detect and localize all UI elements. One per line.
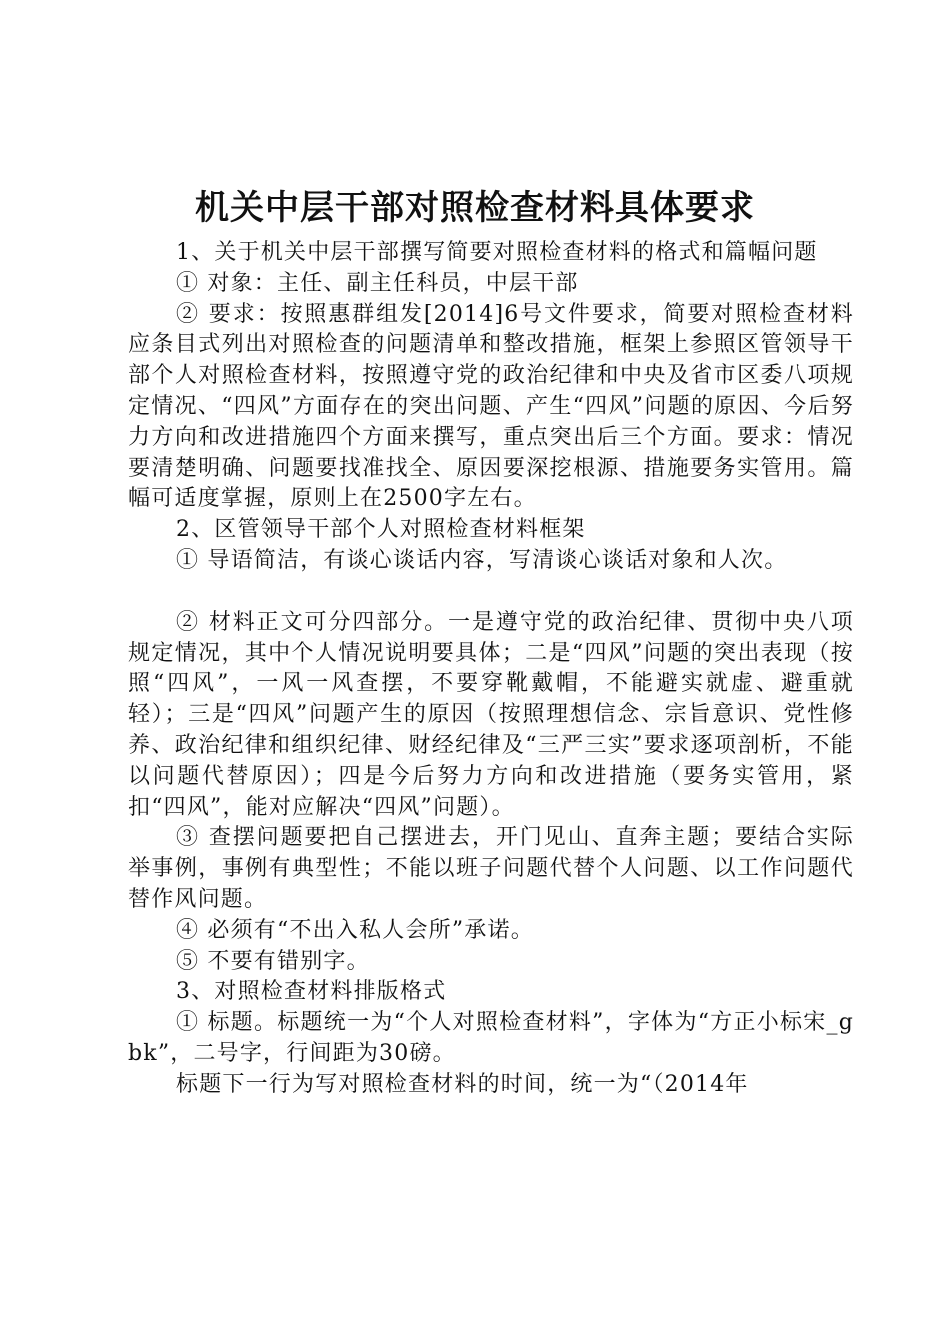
- paragraph-issue-review: ③ 查摆问题要把自己摆进去，开门见山、直奔主题；要结合实际举事例，事例有典型性；不能以班子问题代替个人问题、以工作问题代替作风问题。: [128, 825, 854, 912]
- paragraph-target-audience: ① 对象：主任、副主任科员，中层干部: [176, 270, 579, 296]
- document-title: 机关中层干部对照检查材料具体要求: [195, 188, 755, 228]
- paragraph-introduction: ① 导语简洁，有谈心谈话内容，写清谈心谈话对象和人次。: [176, 547, 788, 573]
- document-body: [128, 238, 854, 1101]
- paragraph-requirements: ② 要求：按照惠群组发[2014]6号文件要求，简要对照检查材料应条目式列出对照检查的问题清单和整改措施，框架上参照区管领导干部个人对照检查材料，按照遵守党的政治纪律和中央及省市区委八项规定情况、“四风”方面存在的突出问题、产生“四风”问题的原因、今后努力方向和改进措施四个方面来撰写，重点突出后三个方面。要求：情况要清楚明确、问题要找准找全、原因要深挖根源、措施要务实管用。篇幅可适度掌握，原则上在2500字左右。: [128, 301, 854, 512]
- paragraph-spacer: [128, 577, 854, 608]
- paragraph-commitment: ④ 必须有“不出入私人会所”承诺。: [176, 917, 534, 943]
- section-heading-1: 1、关于机关中层干部撰写简要对照检查材料的格式和篇幅问题: [176, 240, 818, 265]
- paragraph-no-typos: ⑤ 不要有错别字。: [176, 948, 370, 974]
- section-heading-3: 3、对照检查材料排版格式: [176, 979, 447, 1005]
- paragraph-title-format: ① 标题。标题统一为“个人对照检查材料”，字体为“方正小标宋_gbk”，二号字，行间距为30磅。: [128, 1010, 854, 1066]
- paragraph-main-text: ② 材料正文可分四部分。一是遵守党的政治纪律、贯彻中央八项规定情况，其中个人情况说明要具体；二是“四风”问题的突出表现（按照“四风”，一风一风查摆，不要穿靴戴帽，不能避实就虚、避重就轻）；三是“四风”问题产生的原因（按照理想信念、宗旨意识、党性修养、政治纪律和组织纪律、财经纪律及“三严三实”要求逐项剖析，不能以问题代替原因）；四是今后努力方向和改进措施（要务实管用，紧扣“四风”，能对应解决“四风”问题）。: [128, 609, 854, 820]
- section-heading-2: 2、区管领导干部个人对照检查材料框架: [176, 517, 586, 543]
- paragraph-date-line: 标题下一行为写对照检查材料的时间，统一为“（2014年: [176, 1071, 749, 1097]
